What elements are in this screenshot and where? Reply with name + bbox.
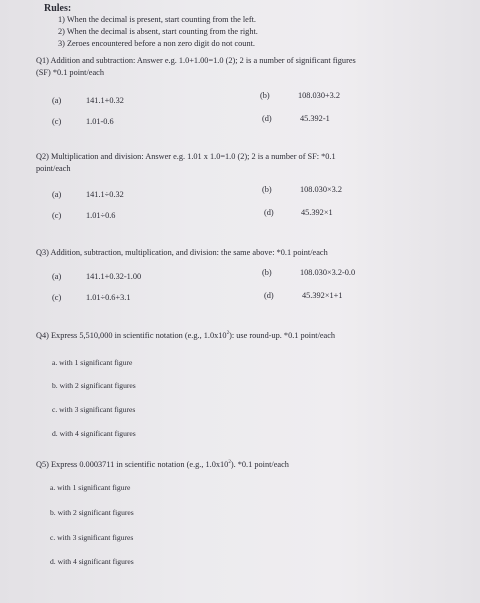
q2-a-label: (a) — [52, 190, 62, 199]
q4-heading — [36, 331, 335, 341]
q2-d-label: (d) — [264, 208, 274, 217]
q4-heading-suffix: ): use round-up. *0.1 point/each — [229, 331, 336, 340]
q1-heading-cont: (SF) *0.1 point/each — [36, 68, 104, 77]
q1-heading: Q1) Addition and subtraction: Answer e.g. 1.0+1.00=1.0 (2); 2 is a number of significant figures — [36, 56, 356, 65]
q1-d-expr: 45.392-1 — [300, 114, 330, 123]
q2-c-expr: 1.01÷0.6 — [86, 211, 116, 220]
q5-heading — [36, 460, 289, 470]
q1-c-label: (c) — [52, 117, 62, 126]
rule-item-2: 2) When the decimal is absent, start counting from the right. — [58, 27, 258, 36]
q3-b-label: (b) — [262, 268, 272, 277]
q1-a-label: (a) — [52, 96, 62, 105]
q2-a-expr: 141.1÷0.32 — [86, 190, 124, 199]
q3-b-expr: 108.030×3.2-0.0 — [300, 268, 356, 277]
q3-heading: Q3) Addition, subtraction, multiplication, and division: the same above: *0.1 point/each — [36, 248, 328, 257]
q4-heading-prefix: Q4) Express 5,510,000 in scientific notation (e.g., 1.0x10 — [36, 331, 227, 340]
q3-a-label: (a) — [52, 272, 62, 281]
q3-c-expr: 1.01÷0.6+3.1 — [86, 293, 131, 302]
q3-d-expr: 45.392×1+1 — [302, 291, 343, 300]
q3-d-label: (d) — [264, 291, 274, 300]
q4-heading-exponent: 2 — [226, 331, 230, 336]
q5-item-d: d. with 4 significant figures — [50, 557, 134, 566]
rules-title: Rules: — [44, 3, 72, 14]
q5-item-c: c. with 3 significant figures — [50, 533, 134, 542]
q2-c-label: (c) — [52, 211, 62, 220]
q1-b-label: (b) — [260, 91, 270, 100]
q2-heading: Q2) Multiplication and division: Answer e.g. 1.01 x 1.0=1.0 (2); 2 is a number of SF: *0.1 — [36, 152, 336, 161]
q4-item-c: c. with 3 significant figures — [52, 405, 136, 414]
q5-item-a: a. with 1 significant figure — [50, 483, 131, 492]
q1-b-expr: 108.030+3.2 — [298, 91, 341, 100]
rule-item-1: 1) When the decimal is present, start counting from the left. — [58, 15, 256, 24]
q5-heading-exponent: 2 — [228, 460, 231, 465]
q2-b-label: (b) — [262, 185, 272, 194]
q1-c-expr: 1.01-0.6 — [86, 117, 114, 126]
q1-d-label: (d) — [262, 114, 272, 123]
q1-a-expr: 141.1+0.32 — [86, 96, 124, 105]
q3-c-label: (c) — [52, 293, 62, 302]
rule-item-3: 3) Zeroes encountered before a non zero digit do not count. — [58, 39, 255, 48]
q2-d-expr: 45.392×1 — [301, 208, 333, 217]
q5-heading-suffix: ). *0.1 point/each — [230, 460, 289, 469]
q5-heading-prefix: Q5) Express 0.0003711 in scientific notation (e.g., 1.0x10 — [36, 460, 229, 469]
q2-b-expr: 108.030×3.2 — [300, 185, 343, 194]
q2-heading-cont: point/each — [36, 164, 71, 173]
q4-item-a: a. with 1 significant figure — [52, 358, 133, 367]
q3-a-expr: 141.1+0.32-1.00 — [86, 272, 142, 281]
q4-item-d: d. with 4 significant figures — [52, 429, 136, 438]
q4-item-b: b. with 2 significant figures — [52, 381, 136, 390]
q5-item-b: b. with 2 significant figures — [50, 508, 134, 517]
